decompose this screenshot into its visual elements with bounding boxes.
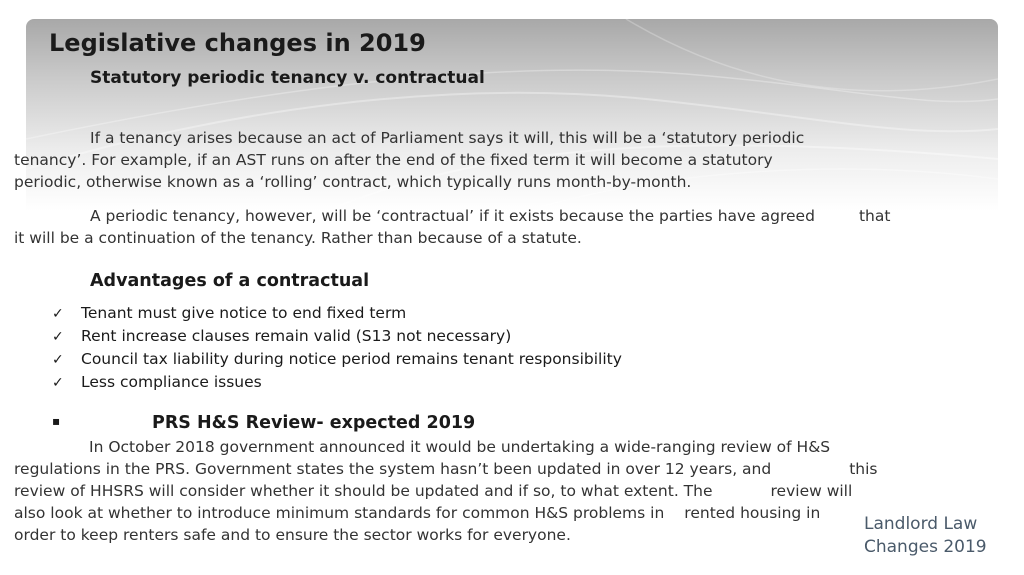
slide-title: Legislative changes in 2019 <box>49 29 426 57</box>
paragraph-line: order to keep renters safe and to ensure the sector works for everyone. <box>14 526 571 544</box>
advantages-list <box>52 302 622 394</box>
checkmark-icon: ✓ <box>52 306 64 322</box>
paragraph-line: If a tenancy arises because an act of Parliament says it will, this will be a ‘statutory periodic <box>90 129 805 147</box>
paragraph-line: regulations in the PRS. Government states the system hasn’t been updated in over 12 years, and this <box>14 460 878 478</box>
paragraph-line: periodic, otherwise known as a ‘rolling’ contract, which typically runs month-by-month. <box>14 173 692 191</box>
list-item: ✓ Rent increase clauses remain valid (S13 not necessary) <box>52 325 622 348</box>
paragraph-line: it will be a continuation of the tenancy. Rather than because of a statute. <box>14 229 582 247</box>
list-item: ✓ Council tax liability during notice period remains tenant responsibility <box>52 348 622 371</box>
list-item: ✓ Tenant must give notice to end fixed term <box>52 302 622 325</box>
paragraph-line: A periodic tenancy, however, will be ‘contractual’ if it exists because the parties have agreed that <box>90 207 891 225</box>
footer-line: Changes 2019 <box>864 537 987 557</box>
square-bullet-icon: ▪ <box>52 414 61 428</box>
paragraph-statutory <box>14 127 804 193</box>
paragraph-line: review of HHSRS will consider whether it should be updated and if so, to what extent. The review will <box>14 482 853 500</box>
checkmark-icon: ✓ <box>52 352 64 368</box>
footer-line: Landlord Law <box>864 514 978 534</box>
section-subtitle: Statutory periodic tenancy v. contractual <box>90 68 485 88</box>
checkmark-icon: ✓ <box>52 375 64 391</box>
paragraph-contractual <box>14 205 890 249</box>
footer-caption <box>864 513 987 559</box>
advantages-heading: Advantages of a contractual <box>90 271 370 291</box>
paragraph-line: tenancy’. For example, if an AST runs on after the end of the fixed term it will become a statutory <box>14 151 773 169</box>
paragraph-line: In October 2018 government announced it would be undertaking a wide-ranging review of H&S <box>89 438 831 456</box>
paragraph-prs-review <box>14 436 878 546</box>
prs-heading: PRS H&S Review- expected 2019 <box>152 413 476 433</box>
checkmark-icon: ✓ <box>52 329 64 345</box>
list-item: ✓ Less compliance issues <box>52 371 622 394</box>
paragraph-line: also look at whether to introduce minimum standards for common H&S problems in rented housing in <box>14 504 821 522</box>
